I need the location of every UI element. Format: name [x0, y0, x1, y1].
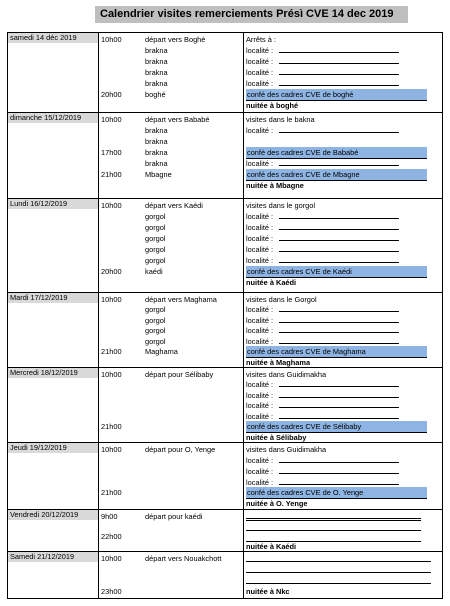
- activity-cell: brakna: [145, 137, 168, 146]
- locality-field: localité :: [246, 244, 421, 255]
- activity-cell: départ vers Maghama: [145, 295, 217, 304]
- overnight-cell: nuitée à Nkc: [246, 587, 290, 596]
- day-block: [8, 442, 442, 509]
- conference-highlight: confé des cadres CVE de Mbagne: [246, 169, 427, 181]
- time-cell: 10h00: [101, 445, 122, 454]
- activity-cell: brakna: [145, 46, 168, 55]
- day-label: Vendredi 20/12/2019: [8, 510, 98, 520]
- activity-cell: départ vers Kaédi: [145, 201, 203, 210]
- locality-blank-line: [279, 211, 399, 219]
- locality-field: localité :: [246, 222, 421, 233]
- activity-cell: gorgol: [145, 245, 166, 254]
- locality-field: localité :: [246, 400, 421, 411]
- place-cell: visites dans le gorgol: [246, 201, 316, 210]
- activity-cell: brakna: [145, 79, 168, 88]
- locality-blank-line: [279, 158, 399, 166]
- overnight-cell: nuitée à Kaédi: [246, 542, 297, 551]
- blank-line: [246, 583, 431, 584]
- locality-blank-line: [279, 466, 399, 474]
- place-cell: visites dans Guidimakha: [246, 370, 327, 379]
- blank-line: [246, 541, 421, 542]
- overnight-cell: nuitée à boghé: [246, 101, 299, 110]
- locality-blank-line: [279, 56, 399, 64]
- day-block: [8, 198, 442, 292]
- page-title: Calendrier visites remerciements Présì CVE 14 dec 2019: [95, 6, 408, 23]
- locality-field: localité :: [246, 158, 421, 169]
- time-cell: 21h00: [101, 347, 122, 357]
- locality-blank-line: [279, 78, 399, 86]
- time-cell: 17h00: [101, 148, 122, 157]
- locality-blank-line: [279, 455, 399, 463]
- day-label: Jeudi 19/12/2019: [8, 443, 98, 453]
- locality-field: localité :: [246, 233, 421, 244]
- activity-cell: brakna: [145, 68, 168, 77]
- locality-field: localité :: [246, 411, 421, 422]
- locality-field: localité :: [246, 56, 421, 67]
- day-block: [8, 367, 442, 442]
- time-cell: 21h00: [101, 488, 122, 498]
- activity-cell: Maghama: [145, 347, 178, 357]
- day-label: Mercredi 18/12/2019: [8, 368, 98, 378]
- activity-cell: Mbagne: [145, 170, 172, 179]
- day-block: [8, 292, 442, 367]
- locality-field: localité :: [246, 325, 421, 336]
- blank-line: [246, 518, 421, 521]
- time-cell: 10h00: [101, 115, 122, 124]
- locality-field: localité :: [246, 455, 421, 466]
- time-cell: 20h00: [101, 90, 122, 99]
- activity-cell: gorgol: [145, 336, 166, 346]
- day-block: [8, 112, 442, 198]
- schedule-table: [7, 32, 443, 599]
- day-block: [8, 33, 442, 112]
- activity-cell: gorgol: [145, 315, 166, 325]
- place-cell: visites dans le Gorgol: [246, 295, 317, 304]
- locality-field: localité :: [246, 466, 421, 477]
- overnight-cell: nuitée à Sélibaby: [246, 432, 307, 442]
- day-label: dimanche 15/12/2019: [8, 113, 98, 123]
- activity-cell: départ pour Sélibaby: [145, 370, 214, 379]
- locality-field: localité :: [246, 255, 421, 266]
- locality-blank-line: [279, 45, 399, 53]
- locality-field: localité :: [246, 304, 421, 315]
- locality-blank-line: [279, 67, 399, 75]
- conference-highlight: confé des cadres CVE de Kaédi: [246, 266, 427, 278]
- day-label: Lundi 16/12/2019: [8, 199, 98, 209]
- overnight-cell: nuitée à O. Yenge: [246, 499, 308, 509]
- activity-cell: brakna: [145, 126, 168, 135]
- activity-cell: gorgol: [145, 326, 166, 336]
- blank-line: [246, 572, 431, 573]
- locality-blank-line: [279, 315, 399, 323]
- locality-field: localité :: [246, 67, 421, 78]
- conference-highlight: confé des cadres CVE de Maghama: [246, 346, 427, 358]
- activity-cell: kaédi: [145, 267, 163, 276]
- locality-field: localité :: [246, 379, 421, 390]
- locality-blank-line: [279, 400, 399, 408]
- time-cell: 9h00: [101, 512, 118, 521]
- time-cell: 10h00: [101, 554, 122, 563]
- activity-cell: départ pour O, Yenge: [145, 445, 216, 454]
- conference-highlight: confé des cadres CVE de O. Yenge: [246, 487, 427, 499]
- locality-blank-line: [279, 304, 399, 312]
- time-cell: 22h00: [101, 532, 122, 541]
- locality-field: localité :: [246, 45, 421, 56]
- activity-cell: départ vers Nouakchott: [145, 554, 222, 563]
- activity-cell: départ pour kaédi: [145, 512, 203, 521]
- activity-cell: gorgol: [145, 223, 166, 232]
- conference-highlight: confé des cadres CVE de boghé: [246, 89, 427, 101]
- day-label: Mardi 17/12/2019: [8, 293, 98, 303]
- conference-highlight: confé des cadres CVE de Bababé: [246, 147, 427, 159]
- locality-field: localité :: [246, 125, 421, 136]
- activity-cell: gorgol: [145, 234, 166, 243]
- overnight-cell: nuitée à Kaédi: [246, 278, 297, 287]
- time-cell: 20h00: [101, 267, 122, 276]
- activity-cell: brakna: [145, 57, 168, 66]
- locality-field: localité :: [246, 211, 421, 222]
- time-cell: 21h00: [101, 422, 122, 432]
- locality-blank-line: [279, 379, 399, 387]
- blank-line: [246, 561, 431, 562]
- locality-field: localité :: [246, 336, 421, 347]
- activity-cell: départ vers Bababé: [145, 115, 210, 124]
- locality-blank-line: [279, 233, 399, 241]
- locality-blank-line: [279, 222, 399, 230]
- time-cell: 21h00: [101, 170, 122, 179]
- day-label: samedi 14 déc 2019: [8, 33, 98, 43]
- locality-blank-line: [279, 336, 399, 344]
- locality-field: localité :: [246, 315, 421, 326]
- activity-cell: gorgol: [145, 212, 166, 221]
- locality-field: localité :: [246, 390, 421, 401]
- place-cell: visites dans Guidimakha: [246, 445, 327, 454]
- locality-blank-line: [279, 411, 399, 419]
- overnight-cell: nuitée à Maghama: [246, 357, 311, 367]
- locality-blank-line: [279, 325, 399, 333]
- time-cell: 10h00: [101, 370, 122, 379]
- locality-blank-line: [279, 244, 399, 252]
- activity-cell: gorgol: [145, 256, 166, 265]
- activity-cell: brakna: [145, 159, 168, 168]
- time-cell: 10h00: [101, 201, 122, 210]
- activity-cell: départ vers Boghé: [145, 35, 206, 44]
- time-cell: 23h00: [101, 587, 122, 596]
- place-cell: Arrêts à :: [246, 35, 276, 44]
- locality-field: localité :: [246, 78, 421, 89]
- locality-blank-line: [279, 477, 399, 485]
- day-block: [8, 551, 442, 600]
- time-cell: 10h00: [101, 35, 122, 44]
- locality-field: localité :: [246, 477, 421, 488]
- activity-cell: gorgol: [145, 305, 166, 315]
- locality-blank-line: [279, 125, 399, 133]
- time-cell: 10h00: [101, 295, 122, 304]
- overnight-cell: nuitée à Mbagne: [246, 181, 304, 190]
- locality-blank-line: [279, 390, 399, 398]
- place-cell: visites dans le bakna: [246, 115, 315, 124]
- blank-line: [246, 530, 421, 531]
- day-block: [8, 509, 442, 551]
- activity-cell: boghé: [145, 90, 166, 99]
- activity-cell: brakna: [145, 148, 168, 157]
- day-label: Samedi 21/12/2019: [8, 552, 98, 562]
- locality-blank-line: [279, 255, 399, 263]
- conference-highlight: confé des cadres CVE de Sélibaby: [246, 421, 427, 433]
